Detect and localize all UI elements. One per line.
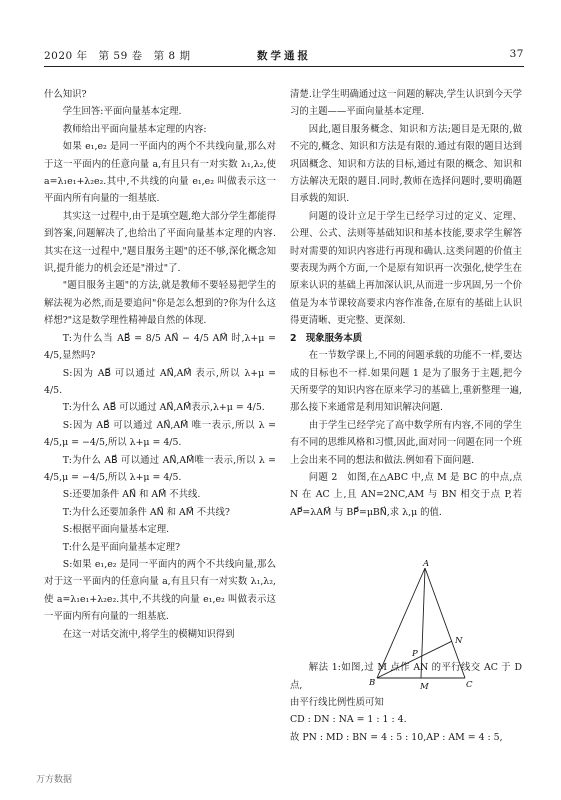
paragraph: T:为什么当 AB⃗ = 8/5 AN⃗ − 4/5 AM⃗ 时,λ+μ = 4/5,显然吗? [44, 332, 276, 362]
paragraph: 什么知识? [44, 89, 87, 100]
paragraph: 其实这一过程中,由于是填空题,绝大部分学生都能得到答案,问题解决了,也给出了平面向量基本定理的内容.其实在这一过程中,"题目服务主题"的还不够,深化概念知识,提升能力的机会还是"滑过"了. [44, 210, 276, 275]
paragraph: 教师给出平面向量基本定理的内容: [62, 123, 207, 135]
label-a: A [423, 560, 430, 569]
paragraph: S:根据平面向量基本定理. [62, 524, 170, 536]
label-p: P [412, 649, 418, 659]
label-b: B [369, 678, 376, 688]
paragraph: 故 PN : MD : BN = 4 : 5 : 10,AP : AM = 4 : 5, [290, 731, 503, 743]
page-number: 37 [509, 48, 524, 60]
paragraph: S:因为 AB⃗ 可以通过 AN⃗,AM⃗ 唯一表示,所以 λ = 4/5,μ = −4/5,所以 λ+μ = 4/5. [44, 419, 276, 449]
paragraph: S:因为 AB⃗ 可以通过 AN⃗,AM⃗ 表示,所以 λ+μ = 4/5. [44, 367, 276, 396]
issue-info: 2020 年 第 59 卷 第 8 期 [44, 50, 191, 62]
paragraph: S:还要加条件 AN⃗ 和 AM⃗ 不共线. [62, 489, 201, 501]
page-header [44, 48, 524, 64]
paragraph: T:为什么 AB⃗ 可以通过 AN⃗,AM⃗唯一表示,所以 λ = 4/5,μ = −4/5,所以 λ+μ = 4/5. [44, 454, 276, 483]
header-rule [44, 66, 524, 67]
paragraph: 学生回答:平面向量基本定理. [62, 106, 182, 118]
left-column [44, 86, 276, 643]
footer-watermark: 万方数据 [36, 775, 73, 785]
paragraph: "题目服务主题"的方法,就是教师不要轻易把学生的解法视为必然,而是要追问"你是怎么想到的?你为什么这样想?"这是数学理性精神最自然的体现. [44, 280, 276, 327]
label-n: N [455, 636, 463, 646]
segment-ab [377, 568, 425, 678]
paragraph: 清楚.让学生明确通过这一问题的解决,学生认识到今天学习的主题——平面向量基本定理. [290, 89, 522, 118]
section-heading: 2 现象服务本质 [290, 332, 363, 344]
paragraph: 问题 2 如图,在△ABC 中,点 M 是 BC 的中点,点 N 在 AC 上,且 AN=2NC,AM 与 BN 相交于点 P,若 AP⃗=λAM⃗ 与 BP⃗=μBN⃗,求 λ,μ 的值. [290, 471, 522, 518]
label-c: C [466, 680, 473, 690]
paragraph: 因此,题目服务概念、知识和方法;题目是无限的,做不完的,概念、知识和方法是有限的.通过有限的题目达到巩固概念、知识和方法的目标,通过有限的概念、知识和方法解决无限的题目.同时,教师在选择问题时,要明确题目承载的知识. [290, 123, 522, 205]
triangle-figure [365, 560, 485, 695]
paragraph: T:为什么还要加条件 AN⃗ 和 AM⃗ 不共线? [62, 506, 230, 518]
paragraph: 如果 e₁,e₂ 是同一平面内的两个不共线向量,那么对于这一平面内的任意向量 a,有且只有一对实数 λ₁,λ₂,使 a=λ₁e₁+λ₂e₂.其中,不共线的向量 e₁,e₂ 叫做表示这一平面内所有向量的一组基底. [44, 141, 276, 205]
paragraph: 解法 1:如图,过 M 点作 AN 的平行线交 AC 于 D 点, [290, 662, 522, 691]
paragraph: 由平行线比例性质可知 [290, 696, 384, 708]
paragraph: 由于学生已经学完了高中数学所有内容,不同的学生有不同的思维风格和习惯,因此,面对同一问题在同一个班上会出来不同的想法和做法.例如看下面问题. [290, 419, 522, 466]
label-m: M [420, 682, 429, 692]
segment-bn [377, 641, 452, 678]
paragraph: T:什么是平面向量基本定理? [62, 541, 181, 553]
paragraph: S:如果 e₁,e₂ 是同一平面内的两个不共线向量,那么对于这一平面内的任意向量 a,有且只有一对实数 λ₁,λ₂,使 a=λ₁e₁+λ₂e₂.其中,不共线的向量 e₁,e₂ 叫做表示这一平面内所有向量的一组基底. [44, 558, 276, 623]
paragraph: 在一节数学课上,不同的问题承载的功能不一样,要达成的目标也不一样.如果问题 1 是为了服务于主题,把今天所要学的知识内容在原来学习的基础上,重新整理一遍,那么接下来通常是利用知识解决问题. [290, 350, 522, 414]
paragraph: CD : DN : NA = 1 : 1 : 4. [290, 714, 407, 726]
paragraph: T:为什么 AB⃗ 可以通过 AN⃗,AM⃗表示,λ+μ = 4/5. [62, 402, 265, 414]
journal-name: 数学通报 [257, 50, 311, 62]
segment-ac [425, 568, 465, 678]
segment-am [421, 568, 425, 678]
paragraph: 问题的设计立足于学生已经学习过的定义、定理、公理、公式、法则等基础知识和基本技能,要求学生解答时对需要的知识内容进行再现和确认.这类问题的价值主要表现为两个方面,一个是原有知识再一次强化,使学生在原来认识的基础上再加深认识,从而进一步巩固,另一个价值是为本节课较高要求内容作准备,在原有的基础上认识得更清晰、更完整、更深刻. [290, 210, 522, 327]
paragraph: 在这一对话交流中,将学生的模糊知识得到 [62, 628, 235, 640]
